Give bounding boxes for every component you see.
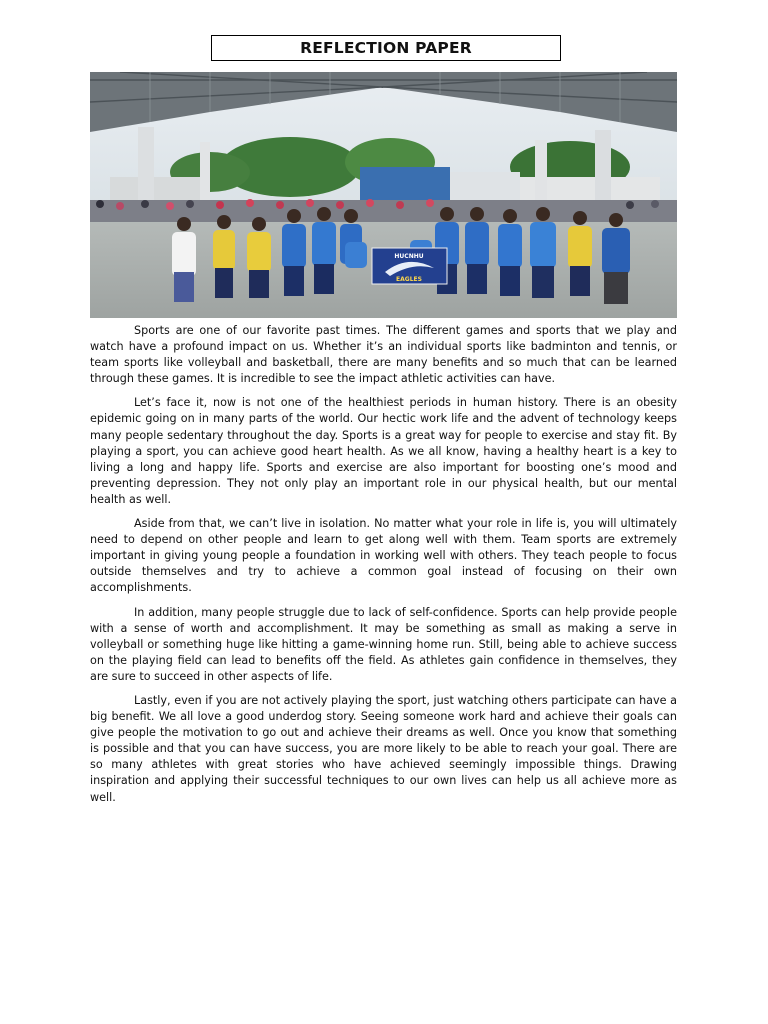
paragraph: In addition, many people struggle due to lack of self-confidence. Sports can help provide people with a sense of worth and accomplishment. It may be something as small as making a serve in volleyball or something huge like hitting a game-winning home run. Still, being able to achieve success on the playing field can lead to benefits off the field. As athletes gain confidence in themselves, they are sure to succeed in other aspects of life.	[90, 605, 677, 683]
paragraph: Lastly, even if you are not actively playing the sport, just watching others participate can have a big benefit. We all love a good underdog story. Seeing someone work hard and achieve their goals can give people the motivation to go out and achieve their dreams as well. Once you know that something is possible and that you can have success, you are more likely to be able to reach your goal. There are so many athletes with great stories who have achieved seemingly impossible things. Drawing inspiration and applying their successful techniques to our own lives can help us all achieve more as well.	[90, 693, 677, 804]
paragraph: Sports are one of our favorite past times. The different games and sports that we play and watch have a profound impact on us. Whether it’s an individual sports like badminton and tennis, or team sports like volleyball and basketball, there are many benefits and so much that can be learned through these games. It is incredible to see the impact athletic activities can have.	[90, 324, 677, 386]
reflection-body	[90, 323, 677, 814]
page-title	[211, 35, 561, 61]
paragraph: Aside from that, we can’t live in isolation. No matter what your role in life is, you will ultimately need to depend on other people and learn to get along well with them. Team sports are extremely important in giving young people a foundation in working well with others. They teach people to focus outside themselves and try to achieve a common goal instead of focusing on their own accomplishments.	[90, 517, 677, 595]
page-title-text: REFLECTION PAPER	[300, 39, 472, 57]
team-photo	[90, 72, 677, 318]
paragraph: Let’s face it, now is not one of the healthiest periods in human history. There is an obesity epidemic going on in many parts of the world. Our hectic work life and the advent of technology keeps many people sedentary throughout the day. Sports is a great way for people to exercise and stay fit. By playing a sport, you can achieve good heart health. As we all know, having a healthy heart is a key to living a long and happy life. Sports and exercise are also important for boosting one’s mood and preventing depression. They not only play an important role in our physical health, but our mental health as well.	[90, 396, 677, 506]
banner-text-bottom: EAGLES	[396, 276, 422, 283]
banner-text-top: HUCNHU	[394, 253, 424, 260]
